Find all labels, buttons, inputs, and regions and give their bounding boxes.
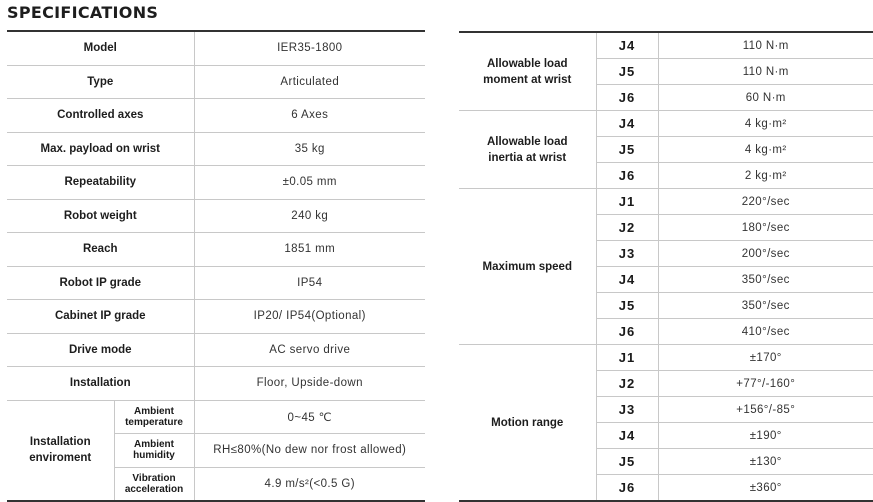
joint-label: J2 bbox=[596, 371, 658, 397]
table-row bbox=[459, 32, 873, 59]
joint-value: 350°/sec bbox=[658, 293, 873, 319]
joint-value: 2 kg·m² bbox=[658, 163, 873, 189]
spec-value: 35 kg bbox=[194, 132, 425, 166]
spec-label: Cabinet IP grade bbox=[7, 300, 194, 334]
general-specs-table bbox=[7, 30, 425, 502]
table-row bbox=[7, 31, 425, 65]
joint-value: ±190° bbox=[658, 423, 873, 449]
table-row bbox=[7, 300, 425, 334]
spec-value: AC servo drive bbox=[194, 333, 425, 367]
joint-label: J4 bbox=[596, 267, 658, 293]
table-row bbox=[7, 400, 425, 434]
group-label: Motion range bbox=[459, 345, 596, 502]
spec-value: Articulated bbox=[194, 65, 425, 99]
table-row bbox=[7, 132, 425, 166]
environment-sub-label: Ambient temperature bbox=[114, 400, 194, 434]
spec-label: Robot IP grade bbox=[7, 266, 194, 300]
axis-specs-table bbox=[459, 31, 873, 502]
table-row bbox=[7, 199, 425, 233]
group-label: Allowable load inertia at wrist bbox=[459, 111, 596, 189]
joint-label: J6 bbox=[596, 319, 658, 345]
table-row bbox=[459, 189, 873, 215]
group-label: Maximum speed bbox=[459, 189, 596, 345]
spec-label: Model bbox=[7, 31, 194, 65]
joint-value: 60 N·m bbox=[658, 85, 873, 111]
environment-sub-label: Vibration acceleration bbox=[114, 467, 194, 501]
joint-label: J1 bbox=[596, 189, 658, 215]
joint-label: J6 bbox=[596, 163, 658, 189]
joint-value: 4 kg·m² bbox=[658, 137, 873, 163]
joint-value: +156°/-85° bbox=[658, 397, 873, 423]
joint-label: J3 bbox=[596, 241, 658, 267]
joint-value: 110 N·m bbox=[658, 32, 873, 59]
joint-label: J2 bbox=[596, 215, 658, 241]
spec-label: Max. payload on wrist bbox=[7, 132, 194, 166]
joint-label: J6 bbox=[596, 475, 658, 502]
table-row bbox=[7, 266, 425, 300]
joint-value: 200°/sec bbox=[658, 241, 873, 267]
environment-label: Installation enviroment bbox=[7, 400, 114, 501]
spec-value: IP54 bbox=[194, 266, 425, 300]
spec-label: Installation bbox=[7, 367, 194, 401]
joint-value: 110 N·m bbox=[658, 59, 873, 85]
joint-label: J5 bbox=[596, 449, 658, 475]
spec-value: Floor, Upside-down bbox=[194, 367, 425, 401]
environment-value: RH≤80%(No dew nor frost allowed) bbox=[194, 434, 425, 468]
environment-sub-label: Ambient humidity bbox=[114, 434, 194, 468]
spec-label: Robot weight bbox=[7, 199, 194, 233]
environment-value: 0~45 ℃ bbox=[194, 400, 425, 434]
spec-value: 6 Axes bbox=[194, 99, 425, 133]
table-row bbox=[459, 111, 873, 137]
table-row bbox=[7, 367, 425, 401]
spec-label: Controlled axes bbox=[7, 99, 194, 133]
page-title: SPECIFICATIONS bbox=[7, 3, 159, 22]
joint-label: J4 bbox=[596, 111, 658, 137]
spec-label: Reach bbox=[7, 233, 194, 267]
joint-value: +77°/-160° bbox=[658, 371, 873, 397]
environment-value: 4.9 m/s²(<0.5 G) bbox=[264, 477, 355, 490]
joint-value: 220°/sec bbox=[658, 189, 873, 215]
spec-value: 1851 mm bbox=[194, 233, 425, 267]
spec-value: ±0.05 mm bbox=[194, 166, 425, 200]
table-row bbox=[7, 65, 425, 99]
joint-value: ±130° bbox=[658, 449, 873, 475]
joint-value: ±360° bbox=[749, 481, 782, 494]
spec-value: IP20/ IP54(Optional) bbox=[194, 300, 425, 334]
joint-label: J3 bbox=[596, 397, 658, 423]
spec-value: 240 kg bbox=[194, 199, 425, 233]
joint-value: 180°/sec bbox=[658, 215, 873, 241]
joint-label: J4 bbox=[596, 423, 658, 449]
joint-label: J1 bbox=[596, 345, 658, 371]
table-row bbox=[7, 166, 425, 200]
table-row bbox=[7, 333, 425, 367]
spec-label: Repeatability bbox=[7, 166, 194, 200]
spec-value: IER35-1800 bbox=[194, 31, 425, 65]
joint-value: ±170° bbox=[658, 345, 873, 371]
table-row bbox=[7, 99, 425, 133]
group-label: Allowable load moment at wrist bbox=[459, 32, 596, 111]
table-row bbox=[459, 345, 873, 371]
joint-label: J5 bbox=[596, 59, 658, 85]
joint-value: 350°/sec bbox=[658, 267, 873, 293]
joint-label: J5 bbox=[596, 137, 658, 163]
table-row bbox=[7, 233, 425, 267]
joint-label: J6 bbox=[596, 85, 658, 111]
joint-value: 4 kg·m² bbox=[658, 111, 873, 137]
spec-label: Type bbox=[7, 65, 194, 99]
joint-value: 410°/sec bbox=[658, 319, 873, 345]
spec-label: Drive mode bbox=[7, 333, 194, 367]
joint-label: J4 bbox=[596, 32, 658, 59]
joint-label: J5 bbox=[596, 293, 658, 319]
